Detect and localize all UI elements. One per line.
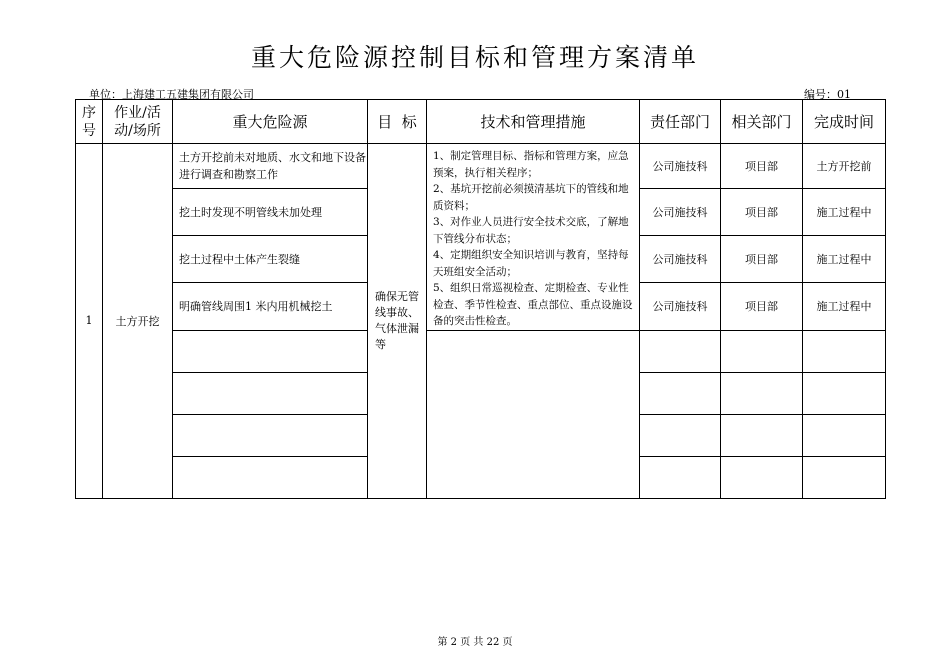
dept-cell: 公司施技科 xyxy=(640,283,721,330)
header-row xyxy=(76,100,886,144)
dept-cell: 公司施技科 xyxy=(640,236,721,283)
goal-cell: 确保无管线事故、气体泄漏等 xyxy=(368,144,427,499)
time-cell: 土方开挖前 xyxy=(803,144,886,189)
unit-label: 单位：上海建工五建集团有限公司 xyxy=(89,88,254,101)
header-dept: 责任部门 xyxy=(640,100,721,144)
time-cell xyxy=(803,414,886,456)
hazard-cell: 挖土时发现不明管线未加处理 xyxy=(173,188,368,235)
dept-cell: 公司施技科 xyxy=(640,188,721,235)
measures-empty-cell xyxy=(427,330,640,498)
measures-cell: 1、制定管理目标、指标和管理方案，应急预案，执行相关程序； 2、基坑开挖前必须摸清基坑下的管线和地质资料； 3、对作业人员进行安全技术交底，了解地下管线分布状态； 4、定期组织安全知识培训与教育，坚持每天班组安全活动； 5、组织日常巡视检查、定期检查、专业性检查、季节性检查、重点部位、重点设施设备的突击性检查。 xyxy=(427,144,640,331)
document-title: 重大危险源控制目标和管理方案清单 xyxy=(250,43,699,72)
hazard-table xyxy=(75,99,886,499)
related-cell: 项目部 xyxy=(721,283,803,330)
header-measures: 技术和管理措施 xyxy=(427,100,640,144)
related-cell xyxy=(721,372,803,414)
header-activity: 作业/活动/场所 xyxy=(103,100,173,144)
related-cell: 项目部 xyxy=(721,236,803,283)
header-time: 完成时间 xyxy=(803,100,886,144)
time-cell: 施工过程中 xyxy=(803,236,886,283)
time-cell xyxy=(803,330,886,372)
time-cell: 施工过程中 xyxy=(803,188,886,235)
dept-cell xyxy=(640,456,721,498)
related-cell: 项目部 xyxy=(721,188,803,235)
page-footer: 第 2 页 共 22 页 xyxy=(437,637,513,648)
related-cell xyxy=(721,456,803,498)
dept-cell xyxy=(640,414,721,456)
related-cell xyxy=(721,414,803,456)
hazard-cell: 土方开挖前未对地质、水文和地下设备进行调查和勘察工作 xyxy=(173,144,368,189)
hazard-cell: 明确管线周围1 米内用机械挖土 xyxy=(173,283,368,330)
header-seq: 序号 xyxy=(76,100,103,144)
header-hazard: 重大危险源 xyxy=(173,100,368,144)
hazard-cell xyxy=(173,456,368,498)
header-goal: 目 标 xyxy=(368,100,427,144)
hazard-cell: 挖土过程中土体产生裂缝 xyxy=(173,236,368,283)
seq-cell: 1 xyxy=(76,144,103,499)
time-cell xyxy=(803,372,886,414)
header-related: 相关部门 xyxy=(721,100,803,144)
dept-cell xyxy=(640,330,721,372)
hazard-cell xyxy=(173,372,368,414)
dept-cell xyxy=(640,372,721,414)
activity-cell: 土方开挖 xyxy=(103,144,173,499)
related-cell: 项目部 xyxy=(721,144,803,189)
document-code: 编号：01 xyxy=(804,88,851,101)
table-row xyxy=(76,330,886,372)
hazard-cell xyxy=(173,330,368,372)
time-cell: 施工过程中 xyxy=(803,283,886,330)
dept-cell: 公司施技科 xyxy=(640,144,721,189)
time-cell xyxy=(803,456,886,498)
related-cell xyxy=(721,330,803,372)
table-row xyxy=(76,144,886,189)
hazard-cell xyxy=(173,414,368,456)
